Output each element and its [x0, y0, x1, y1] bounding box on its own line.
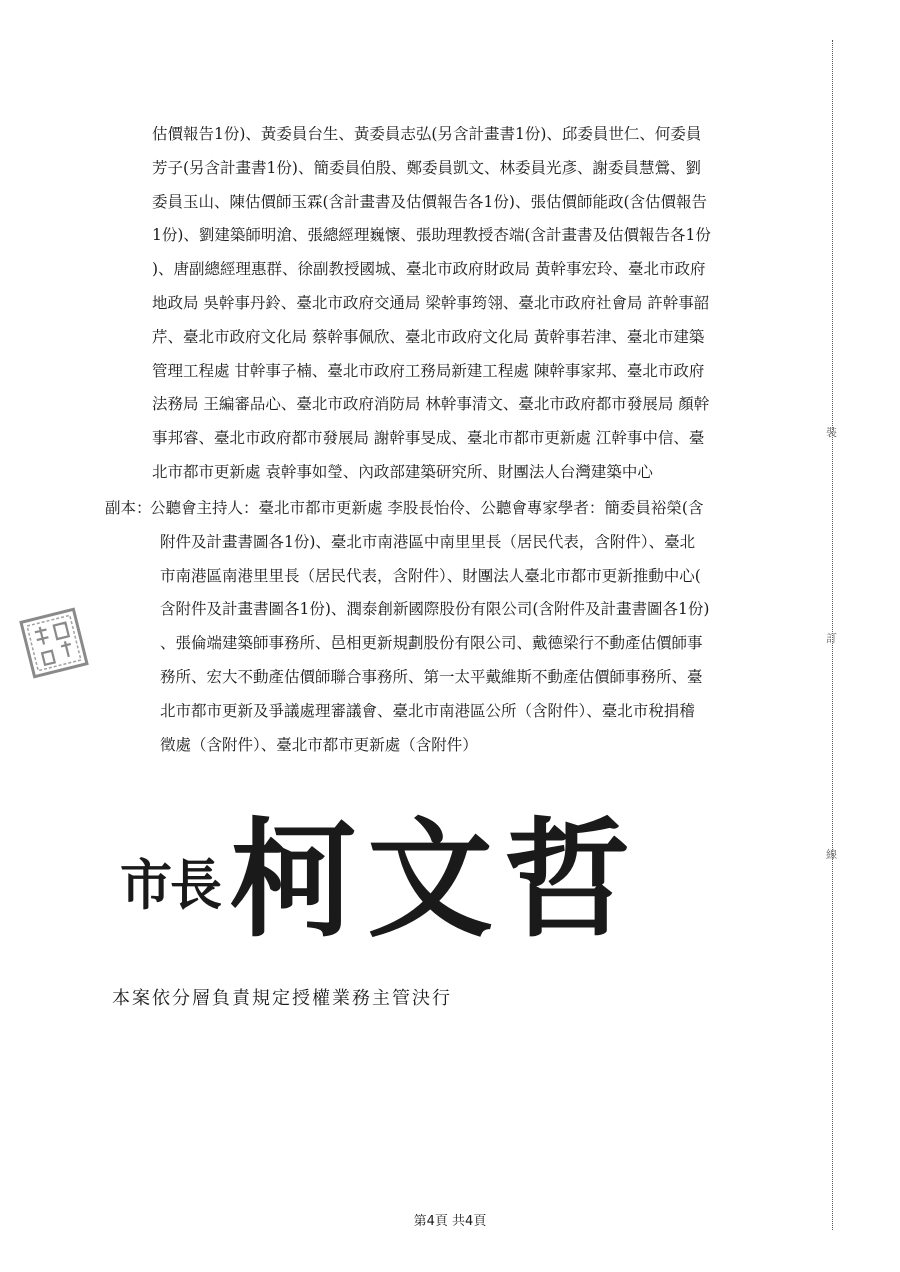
- recipient-line: 法務局 王編審品心、臺北市政府消防局 林幹事清文、臺北市政府都市發展局 顏幹: [152, 395, 710, 414]
- binding-mark-middle: 訂: [826, 632, 837, 645]
- recipient-line: 芹、臺北市政府文化局 蔡幹事佩欣、臺北市政府文化局 黃幹事若津、臺北市建築: [152, 327, 705, 346]
- copy-line: 北市都市更新及爭議處理審議會、臺北市南港區公所（含附件）、臺北市稅捐稽: [160, 701, 695, 720]
- signature-name: 柯文哲: [230, 805, 642, 955]
- copy-line: 附件及計畫書圖各1份)、臺北市南港區中南里里長（居民代表，含附件）、臺北: [160, 532, 696, 551]
- binding-mark-bottom: 線: [826, 848, 837, 861]
- delegation-note: 本案依分層負責規定授權業務主管決行: [112, 988, 452, 1009]
- signature-title: 市長: [120, 854, 221, 918]
- seal-stamp: [17, 606, 90, 681]
- recipient-line: 委員玉山、陳估價師玉霖(含計畫書及估價報告各1份)、張估價師能政(含估價報告: [152, 192, 708, 211]
- recipient-line: 管理工程處 甘幹事子楠、臺北市政府工務局新建工程處 陳幹事家邦、臺北市政府: [152, 361, 705, 380]
- recipient-line: 估價報告1份)、黃委員台生、黃委員志弘(另含計畫書1份)、邱委員世仁、何委員: [152, 125, 702, 143]
- copy-line: 公聽會主持人：臺北市都市更新處 李股長怡伶、公聽會專家學者：簡委員裕榮(含: [150, 499, 704, 517]
- recipient-line: 北市都市更新處 袁幹事如瑩、內政部建築研究所、財團法人台灣建築中心: [152, 462, 653, 481]
- recipient-list: [152, 118, 820, 490]
- page-number: 第4頁 共4頁: [413, 1214, 487, 1229]
- copy-line: 務所、宏大不動產估價師聯合事務所、第一太平戴維斯不動產估價師事務所、臺: [160, 667, 703, 686]
- copy-line: 、張倫端建築師事務所、邑相更新規劃股份有限公司、戴德梁行不動產估價師事: [160, 634, 703, 653]
- copy-line: 徵處（含附件）、臺北市都市更新處（含附件）: [160, 735, 478, 754]
- recipient-line: 事邦睿、臺北市政府都市發展局 謝幹事旻成、臺北市都市更新處 江幹事中信、臺: [152, 429, 705, 448]
- copy-label: 副本：: [105, 499, 152, 517]
- recipient-line: )、唐副總經理惠群、徐副教授國城、臺北市政府財政局 黃幹事宏玲、臺北市政府: [152, 260, 706, 279]
- copy-line: 市南港區南港里里長（居民代表，含附件）、財團法人臺北市都市更新推動中心(: [160, 566, 701, 585]
- recipient-line: 芳子(另含計畫書1份)、簡委員伯殷、鄭委員凱文、林委員光彥、謝委員慧鶯、劉: [152, 158, 701, 177]
- mayor-signature: [120, 792, 760, 955]
- recipient-line: 地政局 吳幹事丹鈴、臺北市政府交通局 梁幹事筠翎、臺北市政府社會局 許幹事韶: [152, 293, 710, 312]
- copy-line: 含附件及計畫書圖各1份)、潤泰創新國際股份有限公司(含附件及計畫書圖各1份): [160, 600, 710, 619]
- recipient-line: 1份)、劉建築師明滄、張總經理巍懷、張助理教授杏端(含計畫書及估價報告各1份: [152, 226, 711, 245]
- binding-mark-top: 裝: [826, 426, 837, 439]
